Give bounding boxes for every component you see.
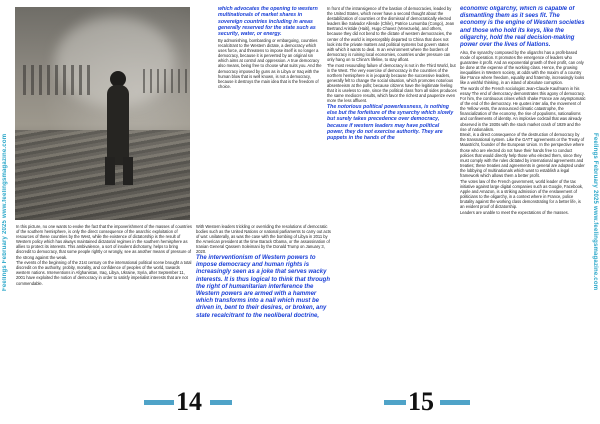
photo-debris-ground <box>15 130 190 220</box>
photo-figure-legs <box>105 157 133 185</box>
page-number-accent-bar <box>384 400 406 405</box>
page-number-left: 14 <box>176 387 202 416</box>
body-paragraph: The words of the French sociologist Jean-Claude Kaufmann in his essay The end of democracy demonstrates this agony of democracy. For him, the continuous crises which shake France are asymptomatic of the end of the democracy. He quotes inter alia, the movement of the Yellow vests, the announced climatic catastrophe, the financialization of the economy, the rise of populisms, nationalisms and confinements of identity. An implosive cocktail that was already observed in the 1930s with the stock market crash of 1929 and the rise of nationalism. <box>460 85 586 132</box>
body-paragraph: Also, the synarchy composed by the oligarchs has a profit-based mode of operation. It promotes the emergence of leaders who guarantee it profit. And an exponential growth of their profit, can only be done at the expense of the working class. Hence, the growing inequalities in Western society, at odds with the maxim of a country like France where freedom, equality and fraternity, increasingly looks like a wishful thinking, in an island of absolute corruption. <box>460 49 585 86</box>
right-page-column-2 <box>327 6 457 418</box>
left-page-column-1 <box>16 224 192 392</box>
body-paragraph: By admonishing, bombarding or embargoing, countries recalcitrant to the Western dictate, a democracy which uses force, and threatens to impose itself is no longer a democracy, because it is perverted by an original sin which aims at control and oppression. A true democracy also means, being free to choose what suits you. And the democracy imposed by guns as in Libya or Iraq with the human blow that is well known, is not a democracy, because it destroys the main idea that is the freedom of choice. <box>218 37 322 89</box>
left-sidebar-masthead: Feelings February 2025 www.feelingsmagazine.com <box>2 133 8 291</box>
highlighted-pull-text: economic oligarchy, which is capable of dismantling them as it sees fit. The economy is the engine of Western societies and those who hold its keys, like the oligarchy, hold the real decision-making power over the lives of Nations. <box>460 6 585 49</box>
highlighted-pull-text: The interventionism of Western powers to impose democracy and human rights is increasingly seen as a joke that serves wacky interests. It is thus logical to think that through the right of humanitarian interference the Western powers are armed with a hammer which transforms into a nail which must be driven in, bent to their desires, or broken, any state recalcitrant to the neoliberal doctrine, <box>196 255 331 319</box>
body-paragraph: The events of the beginning of the 21st century on the international political scene brought a total discredit on the authority, probity, morality, and confidence of peoples of the world, towards western nations. Interventions in Afghanistan, Iraq, Libya, Ukraine, Syria, after September 11, 2001 have exploited the notion of democracy in order to satisfy imperialist interests that are not commendable. <box>16 260 192 286</box>
page-number-accent-bar <box>440 400 470 405</box>
body-paragraph: The most resounding failure of democracy is not in the Third World, but in the West. The very exercise of democracy in the countries of the northern hemisphere is in jeopardy because the successive leaders, generally felt to change the social situation, which promotes notorious absenteeism at the polls; because citizens have the legitimate feeling that it is useless to vote, since the political class from all sides produces the same mediocre results, which favor the richest and pauperize even more the less affluent. <box>327 62 457 104</box>
photo-background-crowd <box>23 65 93 95</box>
street-protest-photo <box>15 7 190 220</box>
photo-background-crowd-right <box>143 69 187 93</box>
right-page-column-1 <box>218 6 323 220</box>
page-number-accent-bar <box>210 400 232 405</box>
page-number-accent-bar <box>144 400 174 405</box>
right-sidebar-masthead: Feelings February 2025 www.feelingsmagazine.com <box>592 133 598 291</box>
page-number-right: 15 <box>408 387 434 416</box>
body-paragraph: In this picture, no one wants to evoke the fact that the impoverishment of the masses of countries of the southern hemisphere, is only the direct consequence of the anarchic exploitation of resources of these countries by the West, while the existence of dictatorship is the result of Western policy which has always maintained dictatorial regimes in the southern hemisphere as allies to protect its interests. This ambivalence, a sort of insolent dichotomy, helps to bring discredit to democracy, that some people rightly or wrongly, see as another means of pressure of the strong against the weak. <box>16 224 192 260</box>
body-paragraph: The votes law of the French government, world leader of the tax initiative against large digital companies such as Google, Facebook, Apple and Amazon, is a striking admission of the enslavement of politicians to the oligarchy, in a context where in France, police brutality against the working class demonstrating for a better life, is an evident proof of dictatorship. <box>460 178 584 210</box>
body-paragraph: Leaders are unable to meet the expectations of the masses. <box>460 209 569 215</box>
body-paragraph: In front of the intransigence of the bastion of democracies, leaded by the United States, which never have a second thought about the destabilization of countries or the dismissal of democratically elected leaders like Salvador Allende (Chile), Patrice Lumumba (Congo), Jean Bertrand Aristide (Haiti), Hugo Chavez (Venezuela), and others, because they did not bend to the dictate of western democracies, the center of the world is imperceptibly departed to China that does not look into the private matters and political systems but govern states with which it wants to deal. In an environment where the borders of democracy is ruining local economies, countries under pressure can only hang on to China's lifeline, to stay afloat. <box>327 6 455 62</box>
photo-figure-body <box>107 85 129 165</box>
highlighted-pull-text: The notorious political powerlessness, is nothing else but the forfeiture of the synarchy which slowly but surely takes precedence over democracy, because if western leaders may have political power, they do not exercise authority. They are puppets in the hands of the <box>327 103 454 142</box>
highlighted-pull-text: which advocates the opening to western multinationals of market shares in sovereign countries including in areas generally reserved for the state such as security, water, or energy. <box>218 6 318 38</box>
right-page-column-3 <box>460 6 586 414</box>
left-page-column-2 <box>196 224 332 392</box>
body-paragraph: Brexit, is a direct consequence of the destruction of democracy by the transnational system. Like the GATT agreements or the Treaty of Maastricht, founder of the European Union. In the perspective where those who are elected do not have their hands free to conduct policies that would directly help those who elected them, since they must comply with the rules dictated by international agreements and treaties; these treaties and agreements in general are adopted under the lobbying of multinationals which want to establish a legal framework which allows them a better profit. <box>460 132 585 178</box>
body-paragraph: With Western leaders trickling or overriding the resolutions of democratic bodies such as the United Nations or national parliaments to carry out acts of war: unilaterally, as was the case with the bombing of Libya in 2011 by the American president at the time Barack Obama, or the assassination of Iranian General Qassem Soleimani by the Donald Trump on January 3, 2020. <box>196 224 331 255</box>
